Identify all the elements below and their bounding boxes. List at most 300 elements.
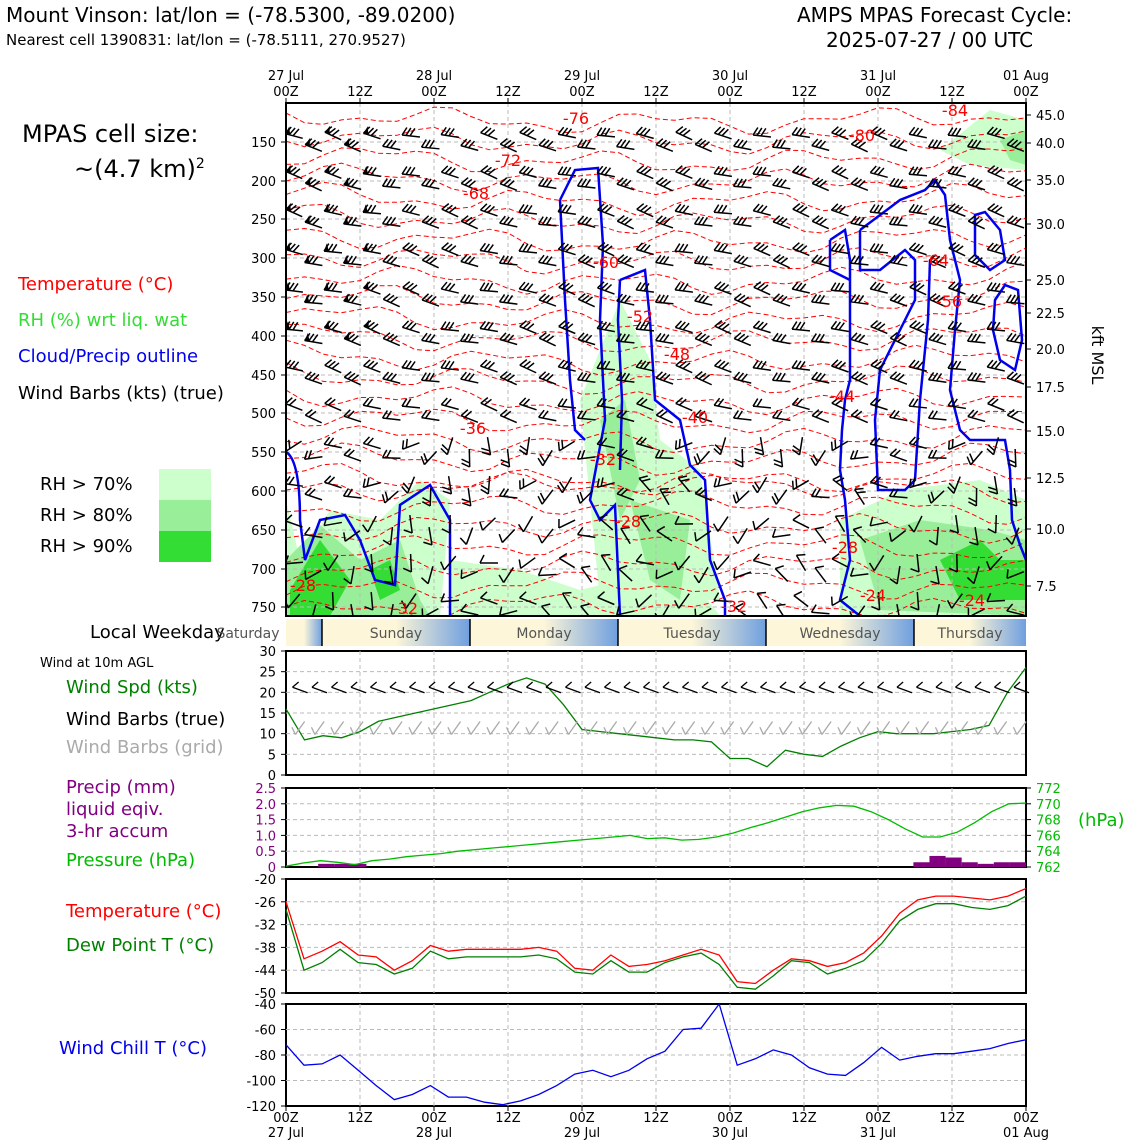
- top-time-tick-label: 00Z: [1013, 85, 1039, 100]
- temperature-contour-label: -28: [289, 576, 317, 595]
- wind-barb: [461, 294, 480, 304]
- wind-barb: [500, 408, 520, 423]
- height-tick-label: 45.0: [1036, 109, 1065, 124]
- wind-barb: [617, 177, 637, 190]
- wind-barb: [555, 434, 575, 450]
- wind-barb: [1007, 176, 1027, 191]
- wind-speed-label: Wind Spd (kts): [66, 677, 198, 698]
- wind-barb: [812, 176, 832, 191]
- hpa-unit-label: (hPa): [1078, 810, 1125, 831]
- wind-barb: [480, 475, 489, 494]
- top-time-tick-label: 12Z: [939, 85, 965, 100]
- bottom-date-tick-label: 29 Jul: [563, 1126, 601, 1140]
- wind-barb: [890, 292, 910, 306]
- wind-barb: [715, 358, 735, 372]
- top-time-tick-label: 00Z: [717, 85, 743, 100]
- wind-barb: [815, 524, 832, 543]
- bottom-time-tick-label: 12Z: [939, 1111, 965, 1126]
- wind-barb: [730, 485, 749, 503]
- wind-barb: [422, 253, 442, 268]
- temperature-label: Temperature (°C): [66, 901, 222, 922]
- wind-barb: [1007, 408, 1027, 423]
- bottom-time-tick-label: 12Z: [791, 1111, 817, 1126]
- wind-barb: [383, 292, 403, 307]
- wind-barb: [477, 512, 496, 530]
- panel-tick-label: -44: [254, 964, 276, 980]
- wind-barb: [793, 202, 813, 217]
- wind-barb: [305, 214, 325, 227]
- wind-barb: [536, 524, 553, 543]
- precip-pressure-panel: [255, 782, 1061, 876]
- wind-barb: [539, 178, 558, 189]
- temperature-contour-label: -80: [848, 126, 876, 145]
- wind-barb: [556, 473, 572, 493]
- wind-barb: [480, 243, 499, 254]
- wind-barb: [909, 359, 928, 371]
- wind-barb: [948, 321, 967, 332]
- wind-barb: [286, 202, 306, 217]
- wind-barb: [539, 254, 558, 265]
- pressure-tick-label: 250: [251, 213, 276, 228]
- wind-barb: [442, 202, 462, 217]
- panel-tick-label: 2.5: [255, 782, 276, 797]
- bottom-time-tick-label: 12Z: [347, 1111, 373, 1126]
- wind-barb: [636, 242, 656, 255]
- temperature-contour-label: -60: [592, 253, 620, 272]
- wind-barb: [695, 370, 715, 385]
- precip-bar: [946, 858, 962, 867]
- wind-barb: [500, 255, 519, 265]
- wind-barb: [890, 138, 910, 151]
- temperature-contour-label: -68: [462, 184, 490, 203]
- wind-barb: [987, 321, 1006, 331]
- windchill-panel: [246, 998, 1026, 1115]
- panel-tick-label: 20: [259, 686, 276, 702]
- wind-barb: [555, 513, 575, 528]
- wind-barb: [461, 371, 480, 383]
- location-title: Mount Vinson: lat/lon = (-78.5300, -89.0200): [6, 3, 456, 27]
- wind-barb: [870, 436, 889, 448]
- wind-barb: [965, 446, 983, 465]
- wind-barb: [285, 359, 304, 371]
- pressure-tick-label: 200: [251, 175, 276, 190]
- wind-barb: [909, 166, 928, 176]
- bottom-time-tick-label: 12Z: [643, 1111, 669, 1126]
- wind-barb: [968, 409, 988, 422]
- wind-barb: [812, 214, 832, 229]
- pressure-tick-label: 766: [1036, 829, 1061, 845]
- weekday-label-monday: Monday: [516, 626, 572, 642]
- wind-barb: [675, 203, 694, 215]
- wind-barb: [946, 435, 966, 449]
- wind-barb: [325, 164, 345, 178]
- wind-barb: [948, 360, 967, 370]
- wind-barb: [500, 137, 520, 152]
- wind-barb: [285, 321, 304, 331]
- wind-barb: [422, 410, 441, 421]
- bottom-time-axis: [268, 1106, 1049, 1140]
- wind-barb: [558, 398, 577, 408]
- wind-barb: [344, 370, 364, 385]
- wind-barb: [890, 447, 910, 461]
- top-time-tick-label: 00Z: [865, 85, 891, 100]
- wind-barb: [324, 475, 344, 488]
- wind-barb: [383, 178, 402, 188]
- wind-barb: [812, 294, 831, 304]
- wind-barb: [363, 204, 382, 214]
- wind-barb: [968, 333, 987, 343]
- wind-barb: [441, 165, 461, 178]
- panel-tick-label: 25: [259, 665, 276, 681]
- pressure-tick-label: 550: [251, 446, 276, 461]
- wind-barb: [734, 331, 754, 345]
- wind-barb: [753, 166, 772, 176]
- weekday-label-saturday: Saturday: [216, 626, 280, 642]
- wind-barb: [695, 177, 714, 189]
- wind-barb: [325, 125, 345, 140]
- temperature-contour-label: -52: [626, 307, 654, 326]
- top-date-tick-label: 29 Jul: [563, 69, 601, 84]
- wind-barb: [789, 474, 809, 490]
- top-time-tick-label: 12Z: [347, 85, 373, 100]
- wind-barb: [363, 166, 382, 177]
- height-tick-label: 25.0: [1036, 274, 1065, 289]
- top-date-tick-label: 30 Jul: [711, 69, 749, 84]
- temperature-contour-label: -28: [614, 512, 642, 531]
- panel-tick-label: 0: [267, 769, 276, 784]
- windchill-label: Wind Chill T (°C): [59, 1038, 207, 1059]
- wind-barb: [516, 474, 536, 490]
- wind-barb: [753, 203, 772, 215]
- wind-barb: [363, 243, 382, 254]
- wind-barb: [402, 320, 422, 333]
- wind-barb: [794, 589, 813, 606]
- panel-tick-label: 2.0: [255, 797, 276, 813]
- wind-barb: [461, 254, 481, 267]
- rh-key-90-label: RH > 90%: [40, 536, 133, 557]
- pressure-tick-label: 350: [251, 291, 276, 306]
- bottom-date-tick-label: 31 Jul: [859, 1126, 897, 1140]
- weekday-label-sunday: Sunday: [369, 626, 423, 642]
- wind-barb: [907, 475, 927, 488]
- wind-barb: [285, 126, 304, 138]
- wind-barb: [712, 475, 731, 487]
- wind-barb: [500, 215, 519, 227]
- wind-barb: [383, 138, 402, 149]
- wind-barb: [773, 177, 792, 188]
- height-tick-label: 17.5: [1036, 381, 1065, 396]
- wind-barb: [597, 165, 616, 176]
- wind-barb: [305, 176, 325, 191]
- top-date-tick-label: 01 Aug: [1002, 69, 1050, 84]
- temperature-contour-label: -76: [562, 109, 590, 128]
- wind-barbs-grid-label: Wind Barbs (grid): [66, 737, 224, 758]
- bottom-time-tick-label: 00Z: [273, 1111, 299, 1126]
- legend-temperature: Temperature (°C): [18, 274, 174, 295]
- temperature-contour-label: -48: [663, 345, 691, 364]
- temperature-contour-label: -32: [391, 599, 419, 618]
- pressure-tick-label: 150: [251, 136, 276, 151]
- wind-barb: [751, 473, 767, 493]
- wind-barb: [538, 567, 556, 576]
- height-tick-label: 12.5: [1036, 472, 1065, 487]
- wind-barb: [402, 360, 421, 370]
- wind-barb: [753, 360, 772, 370]
- wind-barb: [929, 450, 947, 458]
- wind-barb: [777, 601, 793, 620]
- wind-barb: [461, 214, 481, 229]
- wind-barb: [578, 139, 597, 149]
- wind-barb: [481, 396, 501, 411]
- height-tick-label: 22.5: [1036, 307, 1065, 322]
- bottom-time-tick-label: 00Z: [1013, 1111, 1039, 1126]
- wind-barb: [757, 589, 773, 608]
- precip-bar: [978, 864, 994, 867]
- wind-barb: [539, 409, 558, 420]
- wind-barb: [831, 282, 850, 292]
- wind-barb: [519, 281, 538, 293]
- wind-barb: [325, 358, 345, 373]
- wind-barb: [500, 370, 520, 385]
- wind-barb: [734, 138, 753, 149]
- panel-tick-label: 5: [267, 748, 276, 764]
- wind-barb: [812, 488, 831, 497]
- pressure-tick-label: 770: [1036, 797, 1061, 813]
- wind-barb: [734, 216, 753, 226]
- precip-label-3: 3-hr accum: [66, 821, 169, 842]
- wind-barb: [656, 333, 675, 344]
- wind-panel-title: Wind at 10m AGL: [40, 656, 154, 671]
- wind-barb: [500, 332, 520, 345]
- bottom-time-tick-label: 00Z: [569, 1111, 595, 1126]
- height-tick-label: 40.0: [1036, 137, 1065, 152]
- height-tick-label: 35.0: [1036, 174, 1065, 189]
- panel-tick-label: -38: [254, 941, 276, 957]
- wind-barb: [832, 164, 852, 179]
- pressure-tick-label: 700: [251, 563, 276, 578]
- cell-size-label: MPAS cell size:: [22, 120, 199, 148]
- wind-barb: [715, 319, 735, 334]
- wind-barb: [812, 333, 831, 343]
- wind-barb: [441, 397, 460, 409]
- model-title: AMPS MPAS Forecast Cycle:: [797, 3, 1073, 27]
- legend-cloud: Cloud/Precip outline: [18, 346, 199, 367]
- weekday-label: Local Weekday: [90, 622, 225, 643]
- wind-barb: [520, 125, 540, 140]
- wind-barb: [870, 397, 890, 410]
- wind-barb: [1007, 294, 1026, 304]
- pressure-label: Pressure (hPa): [66, 850, 196, 871]
- bottom-date-tick-label: 27 Jul: [267, 1126, 305, 1140]
- pressure-tick-label: 400: [251, 330, 276, 345]
- height-tick-label: 30.0: [1036, 218, 1065, 233]
- wind-barb: [422, 177, 441, 188]
- height-tick-label: 10.0: [1036, 523, 1065, 538]
- wind-barb: [578, 292, 598, 307]
- wind-barb: [929, 410, 948, 420]
- temperature-panel: [255, 873, 1026, 1002]
- wind-barb: [850, 449, 869, 459]
- wind-barb: [851, 370, 871, 385]
- wind-barb: [305, 137, 325, 151]
- wind-barb: [559, 319, 579, 333]
- top-time-tick-label: 00Z: [569, 85, 595, 100]
- wind-barb: [481, 358, 501, 371]
- pressure-tick-label: 762: [1036, 861, 1061, 876]
- wind-barb: [383, 371, 402, 383]
- wind-barb: [929, 332, 949, 345]
- wind-barb: [344, 447, 364, 461]
- wind-barb: [400, 435, 420, 449]
- panel-tick-label: 1.0: [255, 829, 276, 845]
- wind-barb: [539, 370, 559, 384]
- wind-barb: [286, 396, 306, 410]
- pressure-tick-label: 600: [251, 485, 276, 500]
- wind-barb: [675, 320, 695, 333]
- wind-barb: [734, 254, 754, 267]
- wind-barb: [773, 333, 792, 344]
- temperature-contour-label: -72: [494, 151, 522, 170]
- wind-barb: [792, 321, 811, 331]
- wind-barb: [480, 555, 498, 563]
- wind-barb: [773, 372, 792, 382]
- wind-barb: [775, 563, 793, 581]
- panel-tick-label: 1.5: [255, 813, 276, 829]
- wind-barb: [383, 254, 403, 267]
- wind-barb: [363, 436, 383, 449]
- wind-barb: [364, 358, 384, 372]
- wind-barbs-true-label: Wind Barbs (true): [66, 709, 226, 730]
- temperature-contour-label: -32: [589, 450, 617, 469]
- cell-size-value: ~(4.7 km)$^2$: [74, 155, 205, 183]
- wind-barb: [734, 292, 754, 307]
- panel-tick-label: -80: [254, 1049, 276, 1064]
- top-time-tick-label: 00Z: [273, 85, 299, 100]
- temperature-contour-label: -32: [720, 597, 748, 616]
- wind-barb: [581, 563, 598, 582]
- wind-barb: [285, 242, 305, 255]
- pressure-tick-label: 300: [251, 252, 276, 267]
- wind-barb: [459, 525, 473, 545]
- wind-barb: [497, 524, 515, 543]
- wind-barb: [929, 372, 948, 382]
- wind-barb: [519, 165, 538, 177]
- wind-barb: [517, 512, 533, 532]
- wind-barb: [481, 125, 501, 139]
- wind-barb: [519, 397, 539, 410]
- dewpoint-label: Dew Point T (°C): [66, 935, 215, 956]
- wind-barb: [361, 475, 380, 487]
- wind-barb: [812, 371, 831, 383]
- pressure-tick-label: 768: [1036, 813, 1061, 829]
- wind-barb: [516, 551, 535, 568]
- wind-barb: [792, 127, 811, 138]
- wind-barb: [988, 396, 1008, 410]
- wind-barb: [753, 398, 772, 408]
- wind-barb: [461, 333, 480, 343]
- top-time-tick-label: 12Z: [495, 85, 521, 100]
- top-time-tick-label: 12Z: [791, 85, 817, 100]
- wind-barb: [403, 280, 423, 295]
- panel-tick-label: 0.5: [255, 845, 276, 861]
- precip-label-2: liquid eqiv.: [66, 799, 164, 820]
- wind-barb: [929, 215, 948, 227]
- wind-barb: [402, 398, 421, 408]
- wind-barb: [731, 564, 751, 578]
- wind-barb: [792, 165, 812, 178]
- right-axis-title: kft MSL: [1088, 325, 1107, 385]
- temperature-contour-label: -84: [941, 101, 969, 120]
- wind-barb: [559, 551, 579, 567]
- panel-tick-label: -40: [254, 998, 276, 1013]
- weekday-band: [286, 619, 322, 646]
- wind-barb: [870, 165, 889, 177]
- wind-barb: [383, 410, 402, 420]
- wind-barb: [815, 563, 832, 582]
- wind-barb: [344, 255, 363, 265]
- temperature-contour-label: -24: [859, 586, 887, 605]
- wind-barb: [422, 372, 441, 382]
- wind-barb: [1007, 370, 1027, 384]
- pressure-tick-label: 772: [1036, 782, 1061, 797]
- wind-barb: [734, 371, 753, 383]
- wind-barb: [675, 243, 694, 253]
- temperature-contour-label: -40: [681, 408, 709, 427]
- weekday-label-thursday: Thursday: [937, 626, 1003, 642]
- wind-barb: [539, 216, 558, 226]
- wind-barb: [890, 370, 910, 384]
- wind-barb: [812, 408, 832, 422]
- wind-barb: [324, 282, 343, 292]
- wind-barb: [656, 176, 676, 191]
- wind-barb: [383, 216, 402, 226]
- wind-barb: [383, 450, 401, 459]
- panel-tick-label: -100: [246, 1074, 276, 1090]
- bottom-time-tick-label: 12Z: [495, 1111, 521, 1126]
- wind-barb: [968, 372, 987, 382]
- wind-barb: [695, 255, 714, 265]
- wind-barb: [422, 333, 441, 344]
- wind-barb: [656, 255, 675, 266]
- wind-barb: [539, 292, 559, 306]
- wind-barb: [871, 319, 891, 333]
- wind-barb: [539, 138, 559, 151]
- wind-barb: [753, 437, 764, 456]
- wind-barb: [305, 255, 324, 266]
- temperature-contour-label: -24: [958, 591, 986, 610]
- wind-barb: [731, 524, 747, 544]
- wind-barb: [617, 214, 637, 229]
- precip-bar: [929, 856, 945, 867]
- wind-barb: [851, 332, 871, 345]
- wind-barb: [812, 604, 831, 613]
- pressure-tick-label: 764: [1036, 845, 1061, 861]
- wind-barb: [500, 176, 520, 190]
- wind-barb: [676, 164, 696, 178]
- top-date-tick-label: 31 Jul: [859, 69, 897, 84]
- wind-barb: [754, 280, 774, 295]
- precip-label: Precip (mm): [66, 777, 176, 798]
- wind-barb: [909, 204, 928, 215]
- weekday-label-wednesday: Wednesday: [799, 626, 881, 642]
- wind-barb: [637, 164, 657, 179]
- height-tick-label: 20.0: [1036, 343, 1065, 358]
- wind-barb: [753, 127, 772, 137]
- wind-barb: [441, 476, 452, 495]
- wind-barb: [673, 435, 693, 449]
- panel-tick-label: -60: [254, 1023, 276, 1039]
- wind-barb: [578, 332, 598, 345]
